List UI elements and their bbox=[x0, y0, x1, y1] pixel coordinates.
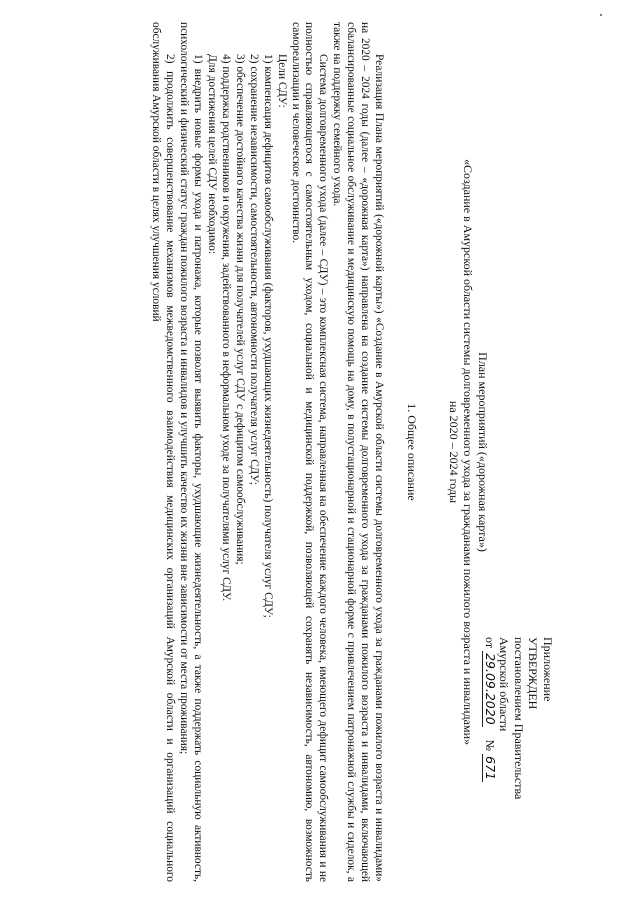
document-title bbox=[447, 22, 491, 882]
approval-stamp-block bbox=[483, 637, 556, 867]
approval-number-label: № bbox=[483, 739, 497, 752]
task-item-1: 1) внедрить новые формы ухода и патронажа, которые позволят выявить факторы, ухудшающие жизнедеятельность, а также поддержать социальную активность, психологический и физический статус граждан пожилого возраста и инвалидов и улучшить качество их жизни вне зависимости от места проживания; bbox=[178, 22, 205, 882]
approval-region-label: Амурской области bbox=[497, 637, 512, 732]
approval-approved-label: УТВЕРЖДЕН bbox=[526, 637, 541, 710]
task-item-2: 2) продолжить совершенствование механизмов межведомственного взаимодействия медицинских организаций Амурской области и организаций социального обслуживания Амурской области в целях улучшения условий bbox=[150, 22, 177, 882]
rotated-document-content bbox=[25, 22, 615, 882]
title-line-2: «Создание в Амурской области системы долговременного ухода за гражданами пожилого возраста и инвалидами» bbox=[461, 158, 476, 745]
approval-date-prefix: от bbox=[483, 637, 497, 649]
approval-appendix-label: Приложение bbox=[541, 637, 555, 702]
section-heading: 1. Общее описание bbox=[405, 403, 419, 501]
tasks-heading: Для достижения целей СДУ необходимо: bbox=[206, 54, 219, 254]
body-paragraph-2: Система долговременного ухода (далее – СДУ) – это комплексная система, направленная на обеспечение каждого человека, имеющего дефицит самообслуживания и не полностью справляющегося с самостоятельным уходом, социальной и медицинской поддержкой, позволяющей сохранять независимость, автономию, возможность самореализации и человеческое достоинство. bbox=[289, 22, 330, 882]
title-line-3: на 2020 – 2024 годы bbox=[447, 400, 461, 504]
title-line-1: План мероприятий («дорожная карта») bbox=[476, 352, 490, 552]
goal-item-2: 2) сохранение независимости, самостоятельности, автономности получателя услуг СДУ; bbox=[247, 54, 260, 486]
scan-speck bbox=[600, 14, 602, 16]
body-paragraph-1: Реализация Плана мероприятий («дорожной карты») «Создание в Амурской области системы долговременного ухода за гражданами пожилого возраста и инвалидами» на 2020 – 2024 годы (далее – «дорожная карта») направлена на создание системы долговременного ухода за гражданами пожилого возраста и инвалидами, включающей сбалансированные социальное обслуживание и медицинскую помощь на дому, в полустационарной и стационарной форме с привлечением патронажной службы и сиделок, а также на поддержку семейного ухода. bbox=[331, 22, 385, 882]
approval-date-value: 29.09.2020 bbox=[483, 653, 498, 725]
goals-heading: Цели СДУ: bbox=[275, 54, 288, 108]
approval-number-value: 671 bbox=[483, 756, 498, 780]
document-body bbox=[149, 22, 385, 882]
approval-resolution-label: постановлением Правительства bbox=[512, 637, 526, 800]
goal-item-3: 3) обеспечение достойного качества жизни для получателей услуг СДУ с дефицитом самообслуживания; bbox=[233, 54, 246, 565]
goal-item-4: 4) поддержка родственников и окружения, задействованного в неформальном уходе за получателями услуг СДУ. bbox=[220, 54, 233, 602]
goal-item-1: 1) компенсация дефицитов самообслуживания (факторов, ухудшающих жизнедеятельность) получателя услуг СДУ; bbox=[261, 54, 274, 618]
